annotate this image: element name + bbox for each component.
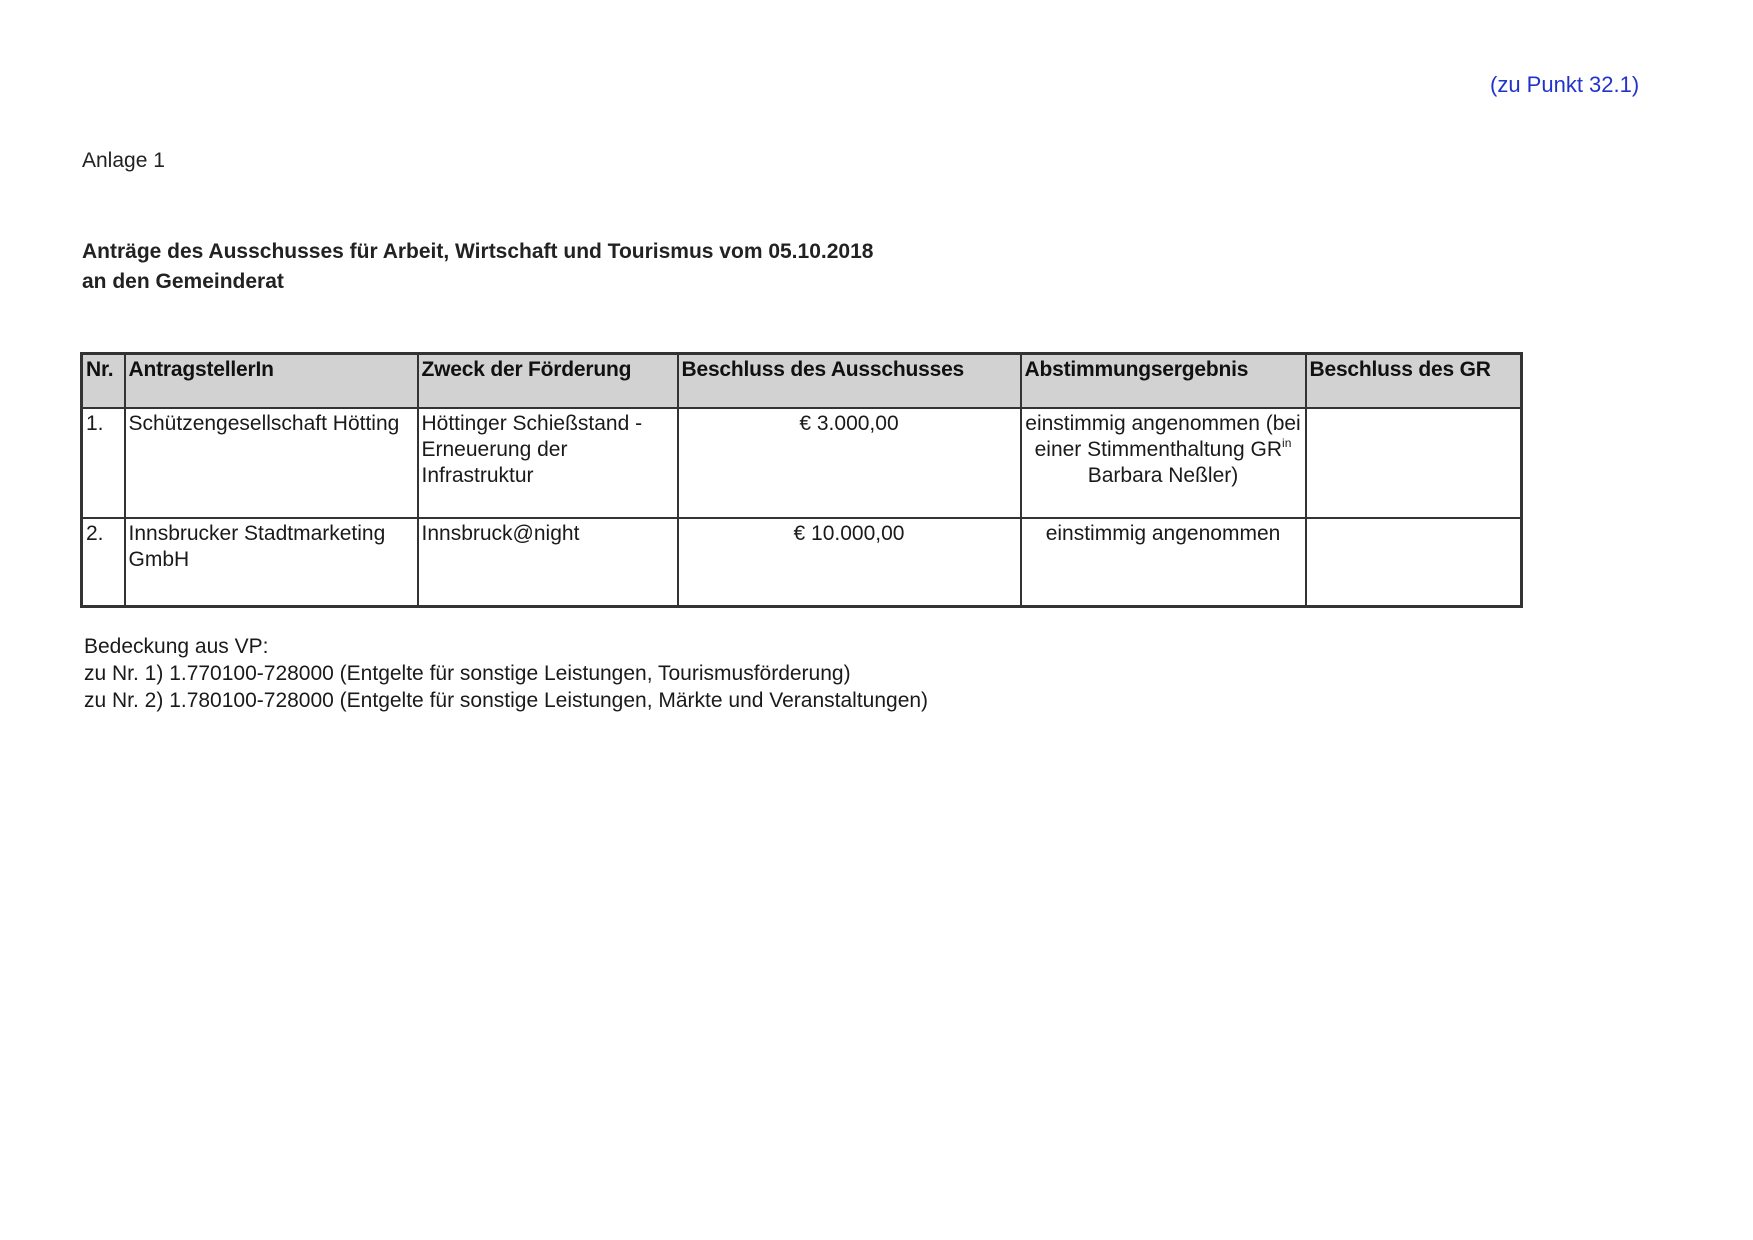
column-header-committee-decision: Beschluss des Ausschusses	[678, 354, 1021, 409]
vote-result-text-end: Barbara Neßler)	[1087, 464, 1239, 487]
vote-result-text: einstimmig angenommen	[1045, 522, 1281, 545]
table-row	[82, 408, 1522, 518]
column-header-applicant: AntragstellerIn	[125, 354, 418, 409]
coverage-title: Bedeckung aus VP:	[84, 635, 269, 658]
cell-purpose: Höttinger Schießstand - Erneuerung der Infrastruktur	[418, 408, 678, 518]
cell-council-decision	[1306, 518, 1522, 607]
heading-line-1: Anträge des Ausschusses für Arbeit, Wirtschaft und Tourismus vom 05.10.2018	[82, 240, 874, 263]
vote-result-text: einstimmig angenommen (bei einer Stimmenthaltung GR	[1025, 412, 1301, 461]
cell-committee-decision: € 10.000,00	[678, 518, 1021, 607]
cell-vote-result	[1021, 518, 1306, 607]
coverage-line-1: zu Nr. 1) 1.770100-728000 (Entgelte für sonstige Leistungen, Tourismusförderung)	[84, 662, 851, 685]
cell-applicant: Schützengesellschaft Hötting	[125, 408, 418, 518]
motions-table	[80, 352, 1523, 608]
column-header-vote-result: Abstimmungsergebnis	[1021, 354, 1306, 409]
cell-council-decision	[1306, 408, 1522, 518]
column-header-purpose: Zweck der Förderung	[418, 354, 678, 409]
column-header-council-decision: Beschluss des GR	[1306, 354, 1522, 409]
heading-line-2: an den Gemeinderat	[82, 270, 284, 293]
cell-committee-decision: € 3.000,00	[678, 408, 1021, 518]
cell-nr: 1.	[82, 408, 125, 518]
budget-coverage-note	[84, 633, 928, 714]
cell-nr: 2.	[82, 518, 125, 607]
cell-purpose: Innsbruck@night	[418, 518, 678, 607]
column-header-nr: Nr.	[82, 354, 125, 409]
vote-result-superscript: in	[1282, 436, 1292, 450]
cell-vote-result	[1021, 408, 1306, 518]
coverage-line-2: zu Nr. 2) 1.780100-728000 (Entgelte für sonstige Leistungen, Märkte und Veranstaltungen)	[84, 689, 929, 712]
table-row	[82, 518, 1522, 607]
reference-note: (zu Punkt 32.1)	[1490, 72, 1640, 97]
annex-label: Anlage 1	[82, 149, 165, 172]
table-header-row	[82, 354, 1522, 409]
cell-applicant: Innsbrucker Stadtmarketing GmbH	[125, 518, 418, 607]
document-heading	[82, 237, 873, 297]
